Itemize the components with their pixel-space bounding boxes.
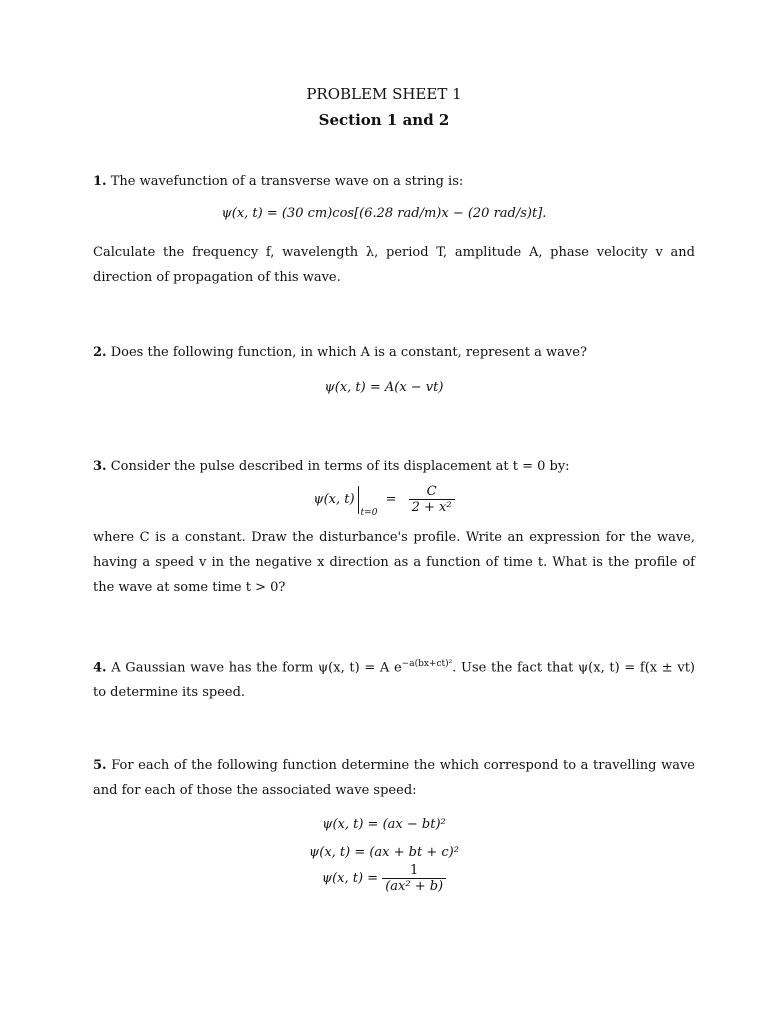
problem-4-text-b: . Use the fact that ψ(x, t) = f(x ± vt) to determine its speed. xyxy=(93,660,695,701)
problem-3-intro xyxy=(93,454,695,479)
problem-1-equation: ψ(x, t) = (30 cm)cos[(6.28 rad/m)x − (20 rad/s)t]. xyxy=(221,206,547,221)
problem-5-equation-3 xyxy=(0,863,768,894)
problem-1-number: 1. xyxy=(93,174,107,189)
problem-5-eq3-lhs: ψ(x, t) = xyxy=(321,871,379,886)
problem-2-intro-text: Does the following function, in which A is a constant, represent a wave? xyxy=(110,345,587,360)
problem-5-eq3-fraction xyxy=(382,863,446,894)
problem-2-equation: ψ(x, t) = A(x − vt) xyxy=(324,380,444,395)
problem-4-exponent: −a(bx+ct)² xyxy=(401,659,453,669)
problem-3-eq-fraction xyxy=(409,484,455,515)
problem-5-equation-2: ψ(x, t) = (ax + bt + c)² xyxy=(309,845,459,860)
problem-5-intro-text: For each of the following function determine the which correspond to a travelling wave and for each of those the associated wave speed: xyxy=(93,758,695,798)
problem-3-eq-subscript: t=0 xyxy=(360,508,378,518)
problem-3-eq-lhs: ψ(x, t) xyxy=(313,486,358,514)
problem-1-intro xyxy=(93,169,695,194)
sheet-title: PROBLEM SHEET 1 xyxy=(306,85,462,103)
sheet-subtitle: Section 1 and 2 xyxy=(318,111,450,129)
problem-1-text: Calculate the frequency f, wavelength λ, period T, amplitude A, phase velocity v and direction of propagation of this wave. xyxy=(93,245,695,285)
problem-5-eq3-denominator: (ax² + b) xyxy=(382,878,446,894)
problem-3-eq-denominator: 2 + x² xyxy=(409,499,455,515)
problem-4-number: 4. xyxy=(93,660,107,676)
problem-5-number: 5. xyxy=(93,758,107,773)
problem-3-equation xyxy=(0,484,768,518)
problem-3-text: where C is a constant. Draw the disturbance's profile. Write an expression for the wave, having a speed v in the negative x direction as a function of time t. What is the profile of the wave at some time t > 0? xyxy=(93,530,695,595)
problem-4-text-a: A Gaussian wave has the form ψ(x, t) = A e xyxy=(111,660,402,676)
problem-3-number: 3. xyxy=(93,459,107,474)
problem-4-text xyxy=(93,652,695,705)
problem-1-intro-text: The wavefunction of a transverse wave on a string is: xyxy=(110,174,464,189)
problem-3-intro-text: Consider the pulse described in terms of its displacement at t = 0 by: xyxy=(110,459,570,474)
problem-2-intro xyxy=(93,340,695,365)
problem-5-eq3-numerator: 1 xyxy=(410,863,419,878)
problem-3-eq-equals: = xyxy=(385,492,397,507)
problem-5-equation-1: ψ(x, t) = (ax − bt)² xyxy=(322,817,446,832)
problem-5-intro xyxy=(93,753,695,803)
problem-2-number: 2. xyxy=(93,345,107,360)
problem-3-eq-numerator: C xyxy=(426,484,437,499)
